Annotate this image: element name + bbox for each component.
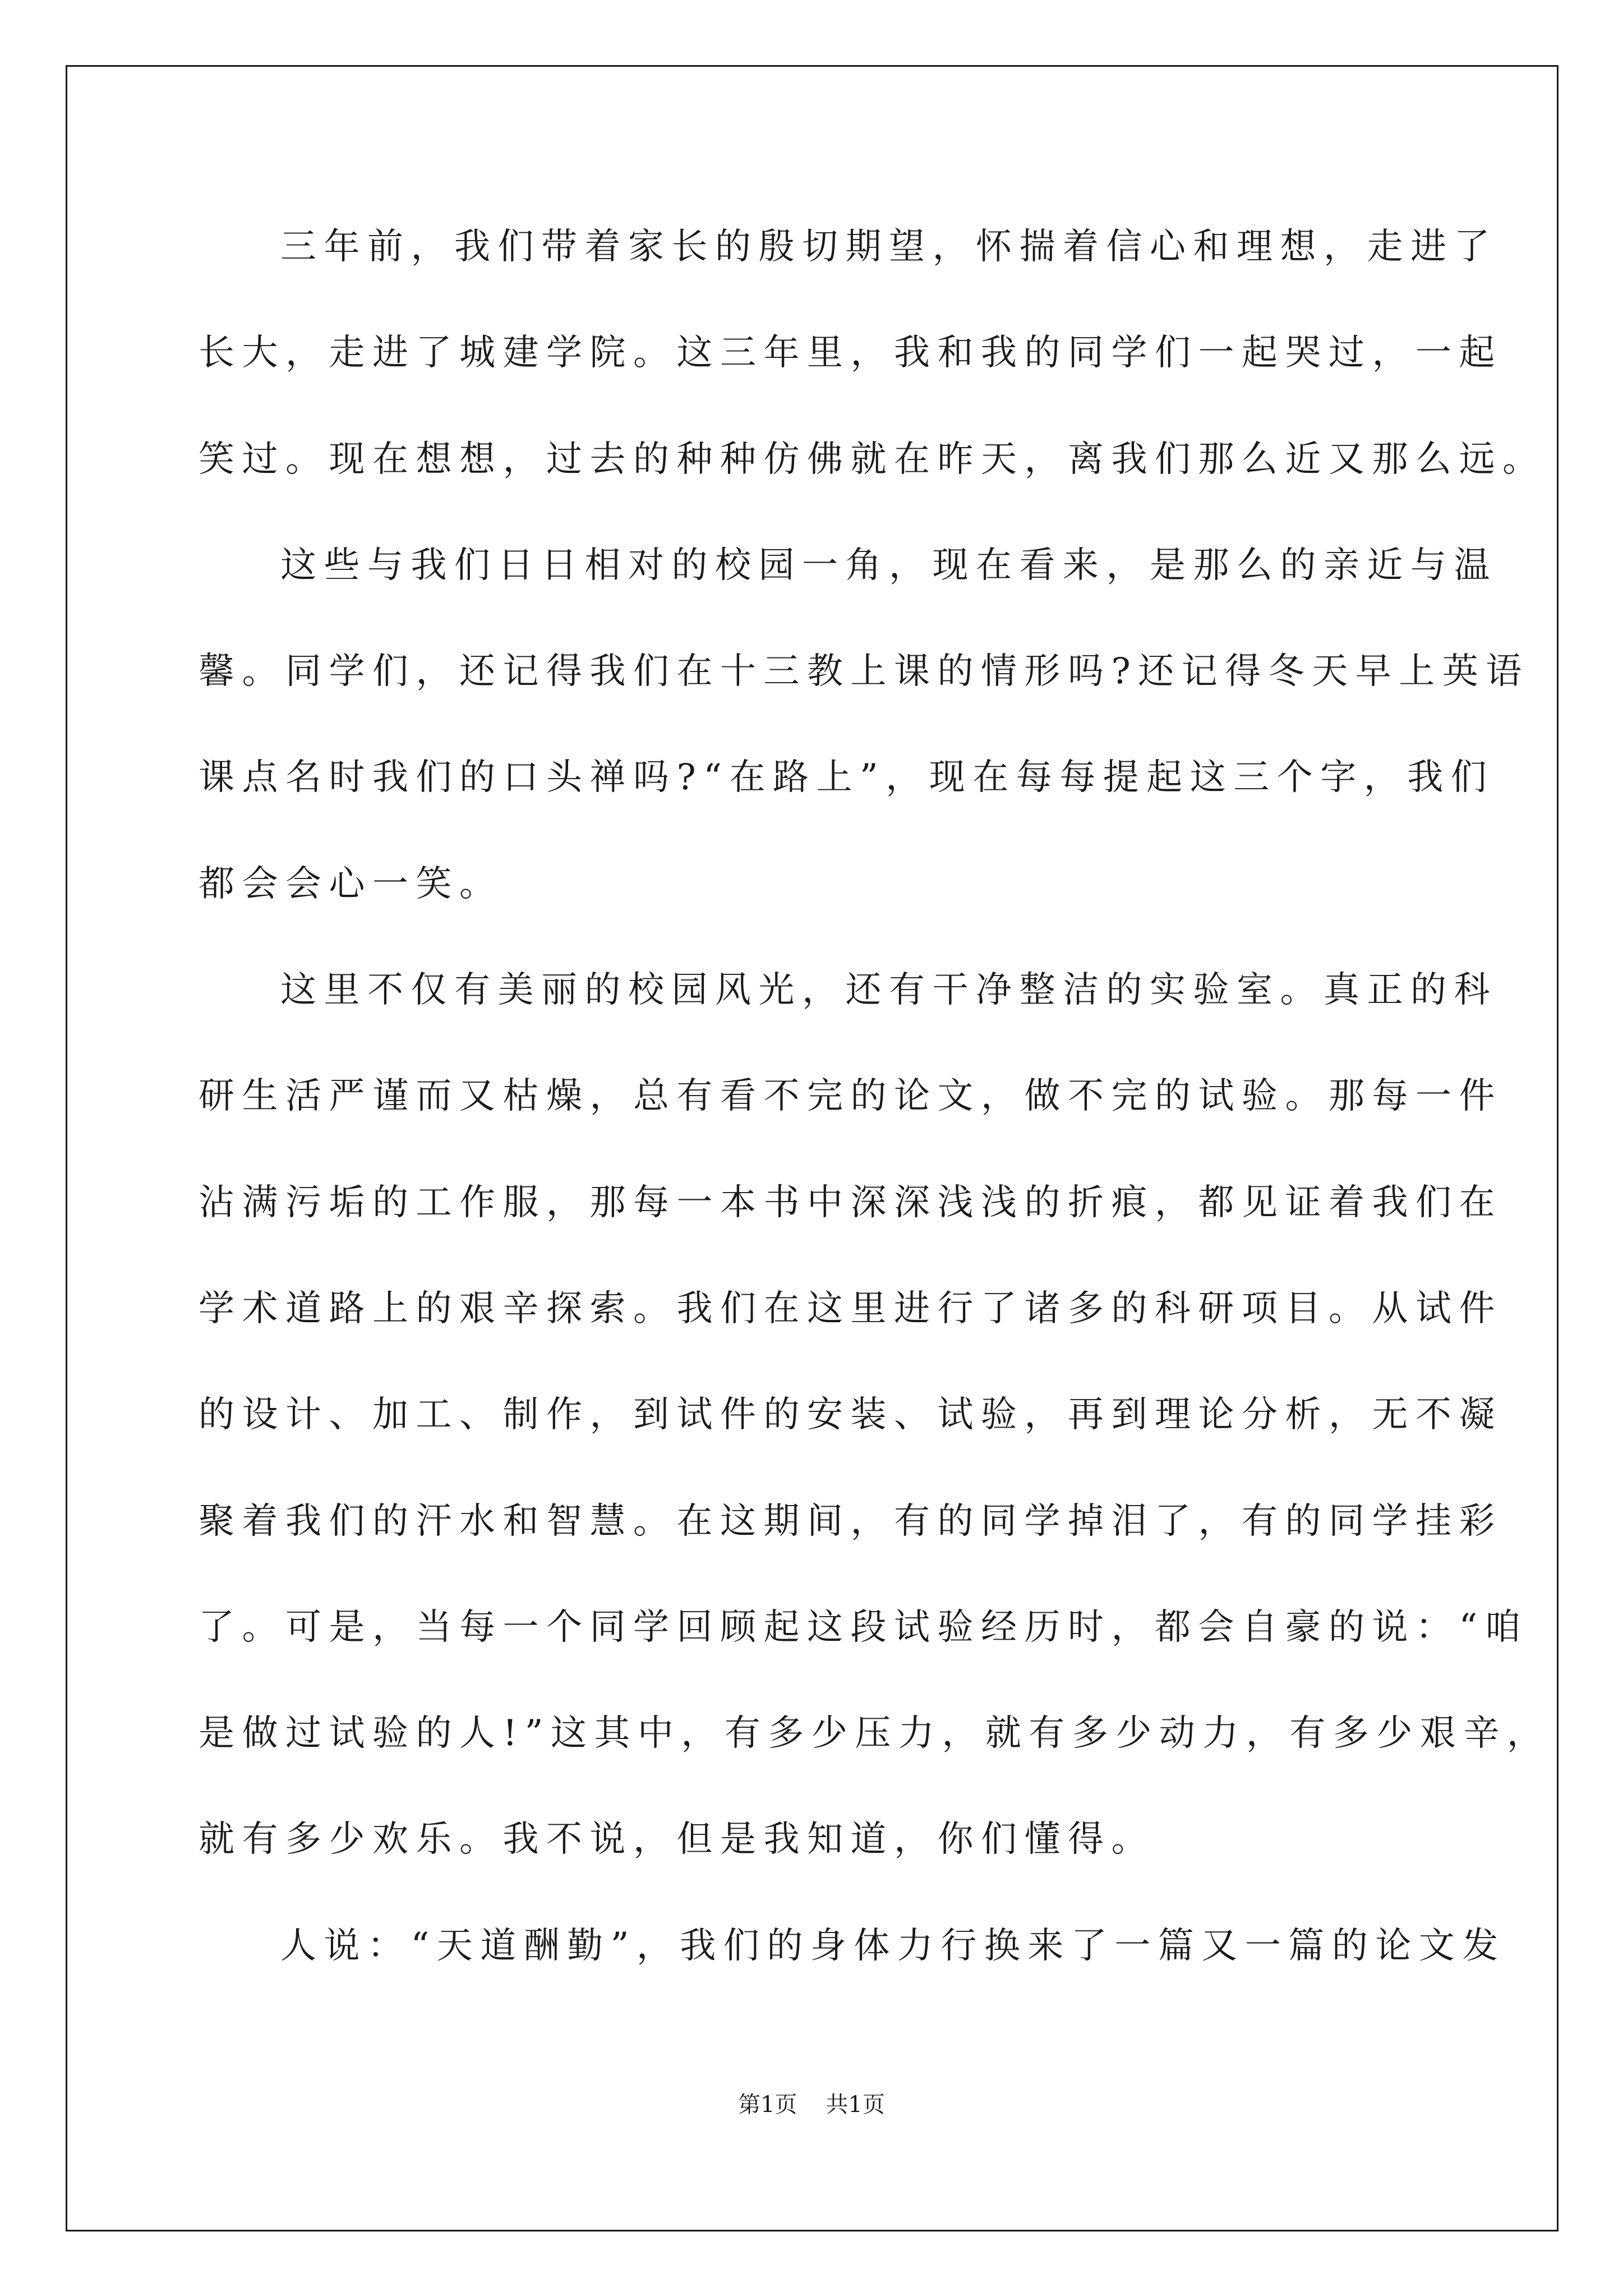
- document-body: [199, 213, 1551, 2018]
- text-line: 这些与我们日日相对的校园一角，现在看来，是那么的亲近与温: [280, 544, 1497, 586]
- text-line: 就有多少欢乐。我不说，但是我知道，你们懂得。: [199, 1819, 1155, 1861]
- text-line: 课点名时我们的口头禅吗?“在路上”，现在每每提起这三个字，我们: [199, 757, 1495, 799]
- text-line: 笑过。现在想想，过去的种种仿佛就在昨天，离我们那么近又那么远。: [199, 438, 1546, 480]
- text-line: 是做过试验的人!”这其中，有多少压力，就有多少动力，有多少艰辛，: [199, 1713, 1551, 1755]
- text-line: 都会会心一笑。: [199, 863, 503, 905]
- text-line: 长大，走进了城建学院。这三年里，我和我的同学们一起哭过，一起: [199, 332, 1502, 374]
- paragraph: [199, 213, 1546, 532]
- page-number-footer: 第1页 共1页: [738, 2092, 885, 2118]
- paragraph: [199, 532, 1529, 956]
- text-line: 了。可是，当每一个同学回顾起这段试验经历时，都会自豪的说：“咱: [199, 1606, 1529, 1648]
- paragraph: [199, 956, 1551, 1912]
- text-line: 人说：“天道酬勤”，我们的身体力行换来了一篇又一篇的论文发: [280, 1925, 1506, 1967]
- text-line: 馨。同学们，还记得我们在十三教上课的情形吗?还记得冬天早上英语: [199, 651, 1529, 693]
- text-line: 三年前，我们带着家长的殷切期望，怀揣着信心和理想，走进了: [280, 226, 1497, 268]
- paragraph: [199, 1912, 1506, 2018]
- text-line: 这里不仅有美丽的校园风光，还有干净整洁的实验室。真正的科: [280, 969, 1497, 1011]
- text-line: 沾满污垢的工作服，那每一本书中深深浅浅的折痕，都见证着我们在: [199, 1181, 1502, 1223]
- text-line: 学术道路上的艰辛探索。我们在这里进行了诸多的科研项目。从试件: [199, 1287, 1502, 1329]
- text-line: 的设计、加工、制作，到试件的安装、试验，再到理论分析，无不凝: [199, 1394, 1502, 1436]
- text-line: 研生活严谨而又枯燥，总有看不完的论文，做不完的试验。那每一件: [199, 1075, 1502, 1117]
- text-line: 聚着我们的汗水和智慧。在这期间，有的同学掉泪了，有的同学挂彩: [199, 1500, 1502, 1542]
